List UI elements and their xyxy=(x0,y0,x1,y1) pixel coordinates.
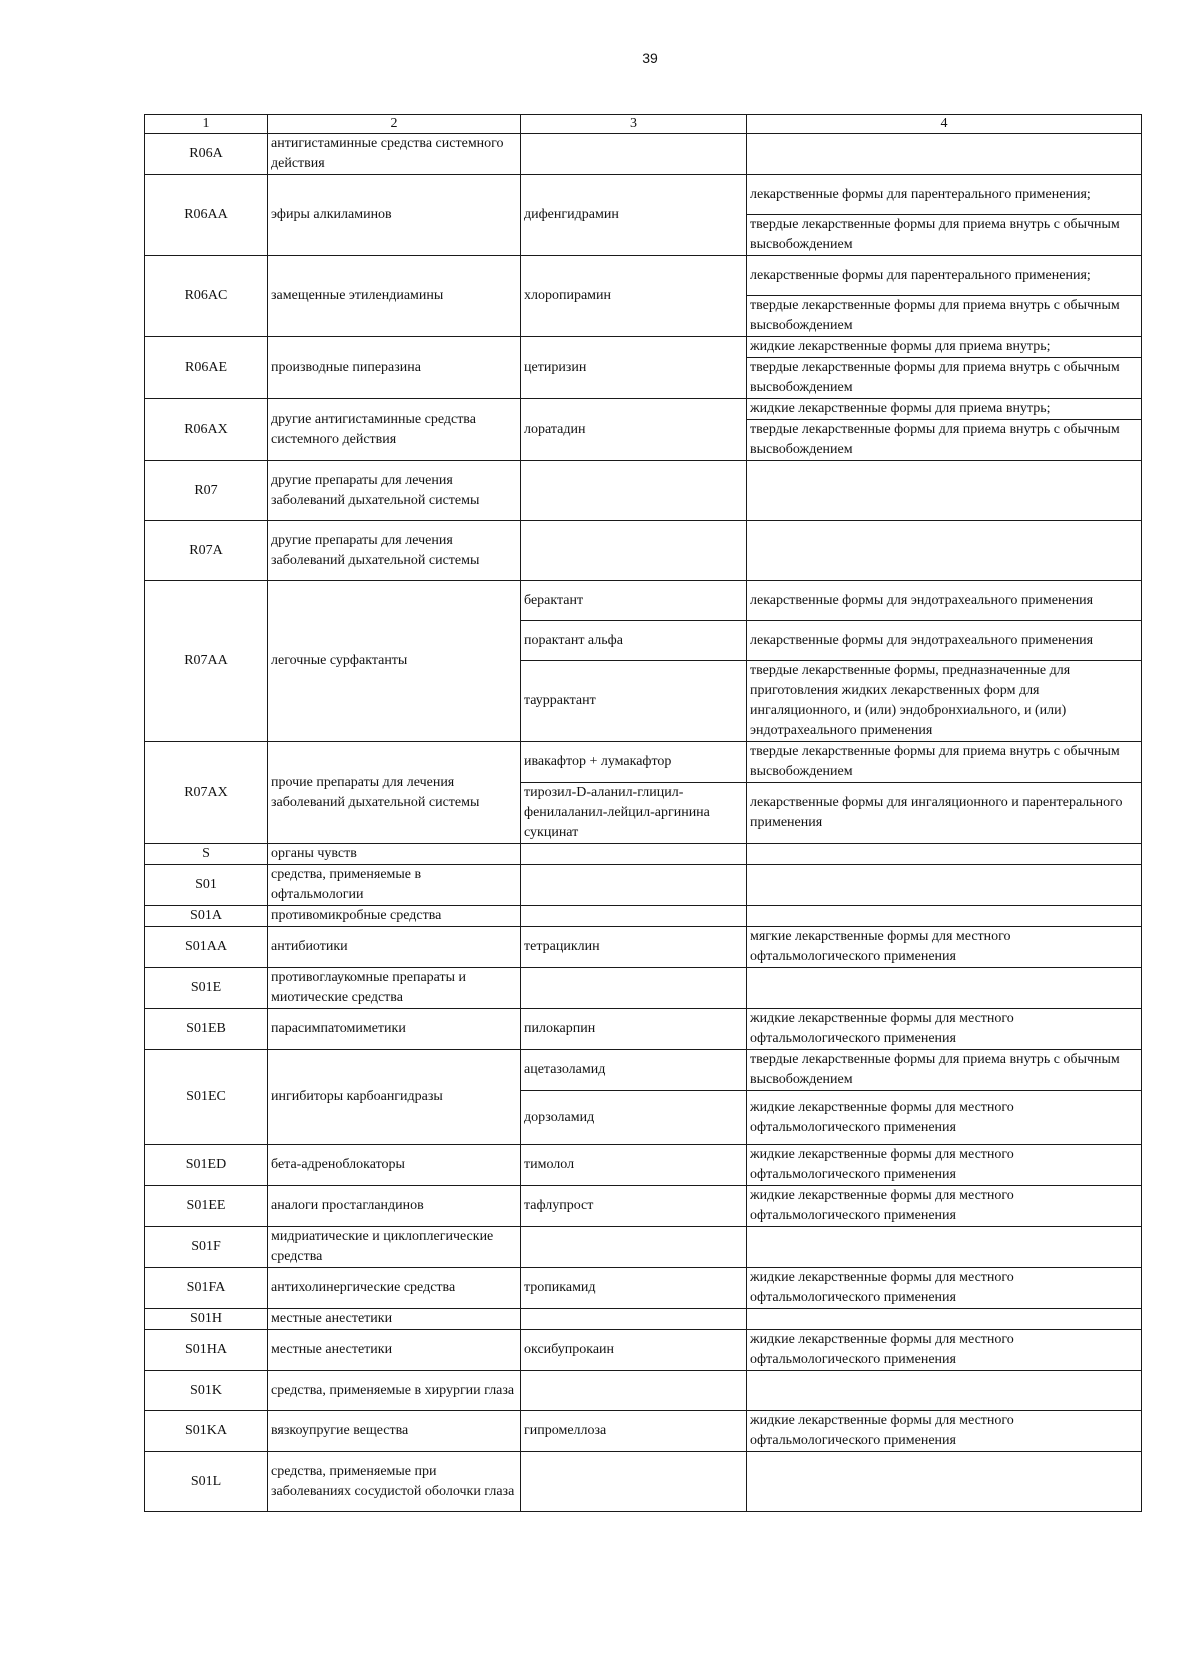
dosage-form-cell: жидкие лекарственные формы для местного офтальмологического применения xyxy=(747,1145,1142,1186)
drug-name-cell: берактант xyxy=(521,581,747,621)
drug-name-cell: ацетазоламид xyxy=(521,1050,747,1091)
group-name-cell: ингибиторы карбоангидразы xyxy=(268,1050,521,1145)
drug-name-cell: ивакафтор + лумакафтор xyxy=(521,742,747,783)
group-name-cell: местные анестетики xyxy=(268,1309,521,1330)
group-name-cell: производные пиперазина xyxy=(268,337,521,399)
table-row xyxy=(145,1009,1142,1050)
drug-name-cell xyxy=(521,1371,747,1411)
drug-name-cell: дифенгидрамин xyxy=(521,175,747,256)
drug-name-cell: тетрациклин xyxy=(521,927,747,968)
atc-code-cell: S xyxy=(145,844,268,865)
dosage-form-cell: жидкие лекарственные формы для местного офтальмологического применения xyxy=(747,1411,1142,1452)
drug-name-cell xyxy=(521,906,747,927)
dosage-form-cell xyxy=(747,968,1142,1009)
group-name-cell: аналоги простагландинов xyxy=(268,1186,521,1227)
drug-name-cell xyxy=(521,1227,747,1268)
table-row xyxy=(145,1411,1142,1452)
dosage-form-cell xyxy=(747,906,1142,927)
atc-code-cell: R06AE xyxy=(145,337,268,399)
dosage-form-cell: твердые лекарственные формы, предназначенные для приготовления жидких лекарственных форм для ингаляционного, и (или) эндобронхиального, и (или) эндотрахеального применения xyxy=(747,661,1142,742)
drug-name-cell xyxy=(521,521,747,581)
table-row xyxy=(145,521,1142,581)
group-name-cell: прочие препараты для лечения заболеваний дыхательной системы xyxy=(268,742,521,844)
dosage-form-cell xyxy=(747,461,1142,521)
drug-name-cell: тауррактант xyxy=(521,661,747,742)
table-row xyxy=(145,1309,1142,1330)
group-name-cell: противомикробные средства xyxy=(268,906,521,927)
group-name-cell: бета-адреноблокаторы xyxy=(268,1145,521,1186)
atc-code-cell: S01EB xyxy=(145,1009,268,1050)
table-row xyxy=(145,1050,1142,1091)
atc-code-cell: R06AC xyxy=(145,256,268,337)
table-row xyxy=(145,1227,1142,1268)
atc-code-cell: S01L xyxy=(145,1452,268,1512)
atc-code-cell: S01EE xyxy=(145,1186,268,1227)
table-row xyxy=(145,581,1142,621)
atc-code-cell: S01F xyxy=(145,1227,268,1268)
table-row xyxy=(145,461,1142,521)
dosage-form-cell: жидкие лекарственные формы для местного офтальмологического применения xyxy=(747,1268,1142,1309)
table-row xyxy=(145,906,1142,927)
table-row xyxy=(145,1330,1142,1371)
group-name-cell: мидриатические и циклоплегические средства xyxy=(268,1227,521,1268)
atc-code-cell: S01 xyxy=(145,865,268,906)
group-name-cell: средства, применяемые при заболеваниях сосудистой оболочки глаза xyxy=(268,1452,521,1512)
drug-name-cell xyxy=(521,1452,747,1512)
drug-name-cell: тафлупрост xyxy=(521,1186,747,1227)
drug-name-cell xyxy=(521,865,747,906)
atc-code-cell: R07AA xyxy=(145,581,268,742)
dosage-form-cell: лекарственные формы для эндотрахеального применения xyxy=(747,581,1142,621)
group-name-cell: другие препараты для лечения заболеваний дыхательной системы xyxy=(268,521,521,581)
atc-code-cell: S01EC xyxy=(145,1050,268,1145)
dosage-form-cell: жидкие лекарственные формы для местного офтальмологического применения xyxy=(747,1009,1142,1050)
table-row xyxy=(145,399,1142,420)
drug-name-cell: лоратадин xyxy=(521,399,747,461)
table-row xyxy=(145,175,1142,215)
table-row xyxy=(145,844,1142,865)
drug-name-cell: порактант альфа xyxy=(521,621,747,661)
drug-name-cell xyxy=(521,134,747,175)
group-name-cell: антибиотики xyxy=(268,927,521,968)
drug-name-cell xyxy=(521,461,747,521)
atc-code-cell: R07AX xyxy=(145,742,268,844)
table-row xyxy=(145,1452,1142,1512)
group-name-cell: вязкоупругие вещества xyxy=(268,1411,521,1452)
dosage-form-cell xyxy=(747,1309,1142,1330)
dosage-form-cell xyxy=(747,521,1142,581)
dosage-form-cell xyxy=(747,865,1142,906)
dosage-form-cell: жидкие лекарственные формы для приема внутрь; xyxy=(747,399,1142,420)
atc-code-cell: S01E xyxy=(145,968,268,1009)
atc-code-cell: S01FA xyxy=(145,1268,268,1309)
atc-code-cell: R07A xyxy=(145,521,268,581)
dosage-form-cell: жидкие лекарственные формы для местного офтальмологического применения xyxy=(747,1091,1142,1145)
table-row xyxy=(145,256,1142,296)
dosage-form-cell: лекарственные формы для ингаляционного и парентерального применения xyxy=(747,783,1142,844)
page-number: 39 xyxy=(642,50,658,66)
group-name-cell: эфиры алкиламинов xyxy=(268,175,521,256)
table-body xyxy=(145,134,1142,1512)
atc-code-cell: R06AA xyxy=(145,175,268,256)
column-header: 4 xyxy=(747,115,1142,134)
drug-name-cell: тимолол xyxy=(521,1145,747,1186)
atc-code-cell: S01A xyxy=(145,906,268,927)
group-name-cell: легочные сурфактанты xyxy=(268,581,521,742)
table-row xyxy=(145,927,1142,968)
atc-code-cell: S01AA xyxy=(145,927,268,968)
dosage-form-cell: твердые лекарственные формы для приема внутрь с обычным высвобождением xyxy=(747,215,1142,256)
drug-name-cell xyxy=(521,1309,747,1330)
drug-name-cell: тропикамид xyxy=(521,1268,747,1309)
drug-name-cell: хлоропирамин xyxy=(521,256,747,337)
table-row xyxy=(145,968,1142,1009)
drug-name-cell: цетиризин xyxy=(521,337,747,399)
dosage-form-cell: твердые лекарственные формы для приема внутрь с обычным высвобождением xyxy=(747,296,1142,337)
table-row xyxy=(145,337,1142,358)
dosage-form-cell: твердые лекарственные формы для приема внутрь с обычным высвобождением xyxy=(747,358,1142,399)
group-name-cell: средства, применяемые в хирургии глаза xyxy=(268,1371,521,1411)
group-name-cell: средства, применяемые в офтальмологии xyxy=(268,865,521,906)
atc-code-cell: R06AX xyxy=(145,399,268,461)
column-header: 1 xyxy=(145,115,268,134)
table-row xyxy=(145,134,1142,175)
drug-name-cell: пилокарпин xyxy=(521,1009,747,1050)
dosage-form-cell xyxy=(747,1227,1142,1268)
atc-code-cell: S01H xyxy=(145,1309,268,1330)
group-name-cell: другие антигистаминные средства системного действия xyxy=(268,399,521,461)
table-row xyxy=(145,1186,1142,1227)
table-header-row xyxy=(145,115,1142,134)
atc-code-cell: S01HA xyxy=(145,1330,268,1371)
group-name-cell: антихолинергические средства xyxy=(268,1268,521,1309)
table-row xyxy=(145,865,1142,906)
atc-code-cell: R06A xyxy=(145,134,268,175)
group-name-cell: противоглаукомные препараты и миотические средства xyxy=(268,968,521,1009)
dosage-form-cell: жидкие лекарственные формы для местного офтальмологического применения xyxy=(747,1330,1142,1371)
dosage-form-cell: твердые лекарственные формы для приема внутрь с обычным высвобождением xyxy=(747,742,1142,783)
group-name-cell: другие препараты для лечения заболеваний дыхательной системы xyxy=(268,461,521,521)
table-row xyxy=(145,1268,1142,1309)
group-name-cell: органы чувств xyxy=(268,844,521,865)
dosage-form-cell: твердые лекарственные формы для приема внутрь с обычным высвобождением xyxy=(747,420,1142,461)
drug-name-cell: оксибупрокаин xyxy=(521,1330,747,1371)
dosage-form-cell: лекарственные формы для парентерального применения; xyxy=(747,256,1142,296)
dosage-form-cell: жидкие лекарственные формы для местного офтальмологического применения xyxy=(747,1186,1142,1227)
column-header: 2 xyxy=(268,115,521,134)
dosage-form-cell xyxy=(747,1452,1142,1512)
dosage-form-cell xyxy=(747,1371,1142,1411)
table-row xyxy=(145,1371,1142,1411)
dosage-form-cell: лекарственные формы для эндотрахеального применения xyxy=(747,621,1142,661)
dosage-form-cell: мягкие лекарственные формы для местного офтальмологического применения xyxy=(747,927,1142,968)
atc-code-cell: S01KA xyxy=(145,1411,268,1452)
dosage-form-cell: лекарственные формы для парентерального применения; xyxy=(747,175,1142,215)
dosage-form-cell: жидкие лекарственные формы для приема внутрь; xyxy=(747,337,1142,358)
drug-name-cell: дорзоламид xyxy=(521,1091,747,1145)
atc-code-cell: S01ED xyxy=(145,1145,268,1186)
group-name-cell: местные анестетики xyxy=(268,1330,521,1371)
atc-code-cell: R07 xyxy=(145,461,268,521)
drug-name-cell xyxy=(521,844,747,865)
dosage-form-cell xyxy=(747,134,1142,175)
group-name-cell: антигистаминные средства системного действия xyxy=(268,134,521,175)
group-name-cell: замещенные этилендиамины xyxy=(268,256,521,337)
drug-name-cell: тирозил-D-аланил-глицил-фенилаланил-лейцил-аргинина сукцинат xyxy=(521,783,747,844)
table-row xyxy=(145,1145,1142,1186)
dosage-form-cell: твердые лекарственные формы для приема внутрь с обычным высвобождением xyxy=(747,1050,1142,1091)
drug-table xyxy=(144,114,1142,1512)
dosage-form-cell xyxy=(747,844,1142,865)
drug-name-cell: гипромеллоза xyxy=(521,1411,747,1452)
drug-name-cell xyxy=(521,968,747,1009)
column-header: 3 xyxy=(521,115,747,134)
group-name-cell: парасимпатомиметики xyxy=(268,1009,521,1050)
table-row xyxy=(145,742,1142,783)
atc-code-cell: S01K xyxy=(145,1371,268,1411)
